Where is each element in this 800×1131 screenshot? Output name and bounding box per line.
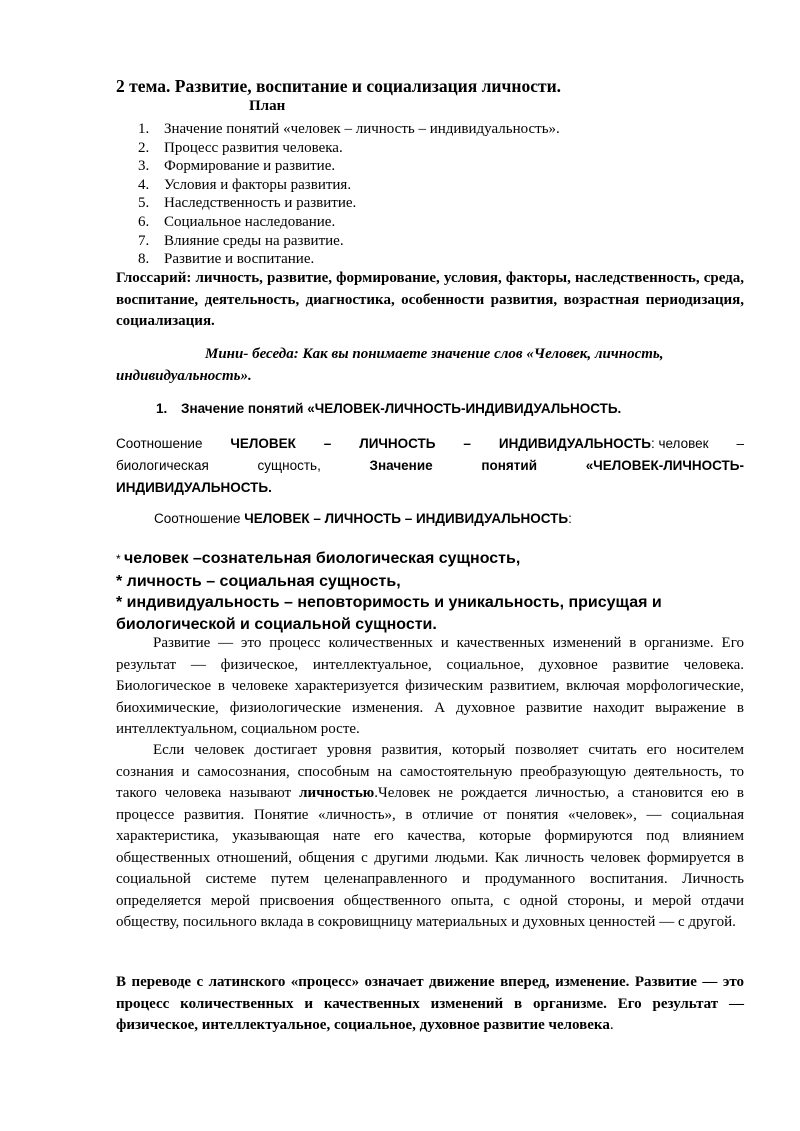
list-item-number: 4.: [138, 176, 150, 193]
relation-term: понятий: [481, 458, 538, 473]
relation-suffix: :: [568, 511, 572, 526]
list-item: [138, 250, 560, 269]
relation-word: сущность,: [257, 458, 321, 473]
list-item-text: Наследственность и развитие.: [164, 195, 357, 212]
list-item-text: Процесс развития человека.: [164, 139, 343, 156]
paragraph-text: .Человек не рождается личностью, а становится ею в процессе развития. Понятие «личность», в отличие от понятия «человек», — социальная характеристика, указывающая нате его качества, которые формируются под влиянием общественных отношений, общения с другими людьми. Как личность человек формируется в социальной системе путем целенаправленного и продуманного воспитания. Личность определяется мерой присвоения общественного опыта, с одной стороны, и мерой отдачи обществу, посильного вклада в сокровищницу материальных и духовных ценностей — с другой.: [116, 785, 744, 930]
list-item: [138, 157, 560, 176]
relation-line: [154, 511, 572, 526]
list-item: [138, 232, 560, 251]
glossary: Глоссарий: личность, развитие, формирование, условия, факторы, наследственность, среда, воспитание, деятельность, диагностика, особенности развития, возрастная периодизация, социализация.: [116, 270, 744, 329]
final-paragraph: [116, 972, 744, 1037]
relation-term: «ЧЕЛОВЕК-ЛИЧНОСТЬ-: [585, 458, 744, 473]
relation-paragraph: [116, 433, 744, 499]
list-item: [138, 120, 560, 139]
section-title: Значение понятий «ЧЕЛОВЕК-ЛИЧНОСТЬ-ИНДИВИДУАЛЬНОСТЬ.: [181, 401, 622, 416]
list-item-text: Развитие и воспитание.: [164, 251, 315, 268]
relation-dash: –: [736, 436, 744, 451]
bullet-item: [116, 548, 744, 571]
list-item: [138, 139, 560, 158]
plan-list: [138, 120, 560, 269]
list-item-text: Социальное наследование.: [164, 213, 336, 230]
list-item-number: 5.: [138, 195, 150, 212]
paragraph-text: Если человек достигает уровня развития, который позволяет считать его носителем сознания и самосознания, способным на самостоятельную преобразующую деятельность, то такого человека называют: [116, 742, 744, 801]
bullet-text: человек –сознательная биологическая сущность,: [124, 550, 521, 567]
section-heading: [156, 401, 621, 416]
list-item-number: 1.: [138, 121, 150, 137]
relation-term: ЛИЧНОСТЬ: [359, 436, 436, 451]
relation-dash: –: [463, 436, 471, 451]
relation-term: ИНДИВИДУАЛЬНОСТЬ.: [116, 480, 272, 495]
relation-word: : человек: [650, 436, 709, 451]
list-item: [138, 194, 560, 213]
list-item-text: Формирование и развитие.: [164, 158, 336, 175]
list-item: [138, 213, 560, 232]
relation-prefix: Соотношение: [154, 511, 245, 526]
bullet-star: *: [116, 552, 125, 566]
relation-word: Соотношение: [116, 436, 203, 451]
plan-heading: План: [249, 98, 286, 114]
list-item-text: Влияние среды на развитие.: [164, 232, 344, 249]
mini-talk: [116, 344, 744, 387]
relation-term: ЧЕЛОВЕК: [230, 436, 296, 451]
relation-dash: –: [323, 436, 332, 451]
relation-term: Значение: [369, 458, 433, 473]
relation-word: биологическая: [116, 458, 209, 473]
list-item-text: Значение понятий «человек – личность – индивидуальность».: [164, 121, 560, 137]
list-item: [138, 176, 560, 195]
list-item-number: 6.: [138, 213, 150, 230]
page-title: 2 тема. Развитие, воспитание и социализация личности.: [116, 76, 562, 96]
list-item-number: 7.: [138, 232, 150, 249]
bullet-list: [116, 548, 744, 635]
list-item-number: 3.: [138, 158, 150, 175]
mini-talk-line: индивидуальность».: [116, 367, 252, 384]
relation-term: ИНДИВИДУАЛЬНОСТЬ: [498, 436, 651, 451]
final-period: .: [609, 1017, 614, 1033]
paragraph-personality: [116, 740, 744, 934]
mini-talk-line: Мини- беседа: Как вы понимаете значение слов «Человек, личность,: [205, 346, 664, 362]
paragraph-emphasis: личностью: [299, 785, 375, 801]
final-text: В переводе с латинского «процесс» означает движение вперед, изменение. Развитие — это процесс количественных и качественных изменений в организме. Его результат — физическое, интеллектуальное, социальное, духовное развитие человека: [116, 974, 744, 1033]
relation-terms: ЧЕЛОВЕК – ЛИЧНОСТЬ – ИНДИВИДУАЛЬНОСТЬ: [244, 511, 569, 526]
bullet-item: * личность – социальная сущность,: [116, 572, 401, 590]
bullet-item: * индивидуальность – неповторимость и уникальность, присущая и биологической и социальной сущности.: [116, 594, 662, 633]
section-number: 1.: [156, 401, 168, 416]
paragraph-development: Развитие — это процесс количественных и качественных изменений в организме. Его результат — физическое, интеллектуальное, социальное, духовное развитие человека. Биологическое в человеке характеризуется физическим развитием, включая морфологические, биохимические, физиологические изменения. А духовное развитие находит выражение в интеллектуальном, социальном росте.: [116, 635, 744, 737]
list-item-number: 2.: [138, 139, 150, 156]
list-item-text: Условия и факторы развития.: [164, 176, 352, 193]
list-item-number: 8.: [138, 251, 150, 268]
